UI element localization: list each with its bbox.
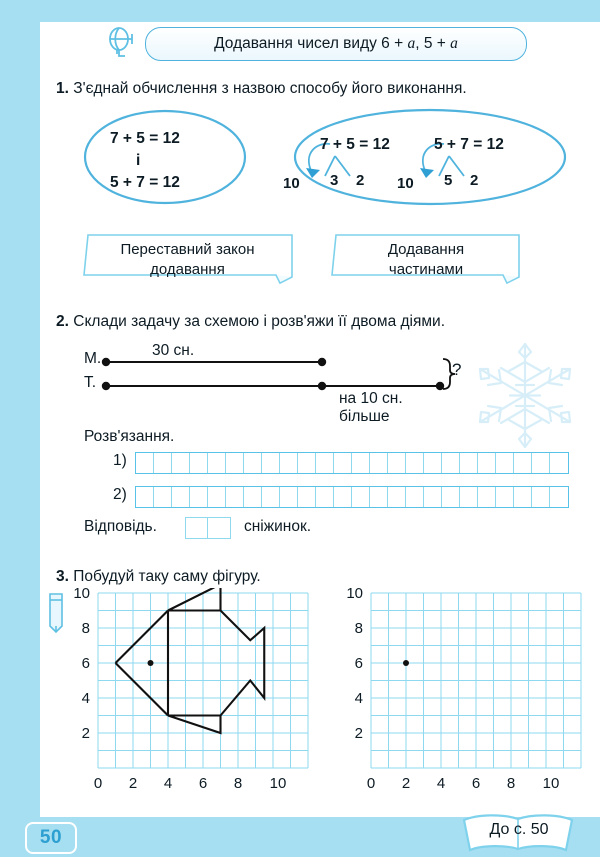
label-banner-1-text (80, 240, 295, 280)
group-2-equation: 5 + 7 = 12 (434, 136, 504, 153)
answer-cell[interactable] (190, 453, 208, 473)
answer-cell[interactable] (478, 453, 496, 473)
grid-left-y-4: 4 (81, 690, 90, 707)
answer-cell[interactable] (334, 453, 352, 473)
exercise-1-number: 1. (56, 80, 69, 97)
page-number: 50 (39, 827, 63, 848)
grid-left-x-10: 10 (269, 775, 287, 792)
answer-cell[interactable] (280, 453, 298, 473)
answer-cell[interactable] (388, 487, 406, 507)
scheme-brace-value: ? (452, 360, 462, 379)
answer-cell[interactable] (532, 487, 550, 507)
answer-cell[interactable] (460, 453, 478, 473)
pen-icon (105, 25, 149, 61)
label-2-line-2: частинами (388, 261, 464, 278)
answer-cell[interactable] (190, 487, 208, 507)
grid-right-y-6: 6 (354, 655, 363, 672)
scheme-diagram (100, 345, 460, 395)
grid-right-y-10: 10 (346, 588, 363, 602)
answer-cell[interactable] (550, 487, 568, 507)
title-part-2: , 5 + (415, 35, 451, 52)
reference-badge-text: До с. 50 (489, 821, 549, 838)
group-1-ten: 10 (283, 175, 300, 192)
answer-cell[interactable] (550, 453, 568, 473)
answer-cell[interactable] (172, 453, 190, 473)
grid-left-x-8: 8 (233, 775, 243, 792)
grid-right-y-4: 4 (354, 690, 363, 707)
answer-cell[interactable] (298, 487, 316, 507)
answer-cell[interactable] (388, 453, 406, 473)
exercise-1-prompt (56, 80, 467, 98)
group-1-part-2: 2 (356, 172, 365, 189)
answer-cell[interactable] (136, 453, 154, 473)
grid-left-y-8: 8 (81, 620, 90, 637)
label-1-line-2: додавання (150, 261, 225, 278)
grid-left-y-2: 2 (81, 725, 90, 742)
answer-cell[interactable] (514, 453, 532, 473)
left-oval-line-3: 5 + 7 = 12 (110, 174, 180, 191)
exercise-2-number: 2. (56, 313, 69, 330)
answer-cell[interactable] (424, 453, 442, 473)
answer-cell[interactable] (186, 518, 208, 538)
group-1-equation: 7 + 5 = 12 (320, 136, 390, 153)
answer-cell[interactable] (316, 487, 334, 507)
answer-cell[interactable] (280, 487, 298, 507)
answer-cell[interactable] (406, 453, 424, 473)
title-var-a1: a (407, 35, 416, 52)
page-title (214, 35, 458, 53)
scheme-note-line-2: більше (339, 408, 390, 425)
grid-left-dot (148, 660, 154, 666)
exercise-3-prompt (56, 568, 261, 586)
grid-left-y-6: 6 (81, 655, 90, 672)
exercise-2-prompt (56, 313, 445, 331)
grid-left[interactable] (62, 588, 322, 808)
exercise-3-number: 3. (56, 568, 69, 585)
step-1-answer-row[interactable] (135, 452, 569, 474)
answer-cell[interactable] (154, 453, 172, 473)
step-2-answer-row[interactable] (135, 486, 569, 508)
answer-cell[interactable] (370, 487, 388, 507)
answer-cell[interactable] (208, 518, 230, 538)
step-1-label: 1) (113, 452, 127, 469)
page-number-badge (25, 822, 77, 854)
answer-cell[interactable] (352, 487, 370, 507)
grid-left-x-2: 2 (128, 775, 138, 792)
page-header (105, 27, 525, 59)
group-2-part-1: 5 (444, 172, 453, 189)
left-oval-line-1: 7 + 5 = 12 (110, 130, 180, 147)
answer-cell[interactable] (514, 487, 532, 507)
grid-right-x-10: 10 (542, 775, 560, 792)
answer-cell[interactable] (352, 453, 370, 473)
grid-right-x-0: 0 (366, 775, 376, 792)
exercise-1-text: З'єднай обчислення з назвою способу його виконання. (73, 80, 467, 97)
label-1-line-1: Переставний закон (120, 241, 255, 258)
group-2-part-2: 2 (470, 172, 479, 189)
answer-unit: сніжинок. (244, 518, 312, 535)
answer-cell[interactable] (424, 487, 442, 507)
grid-right-x-6: 6 (471, 775, 481, 792)
label-banner-2-text (330, 240, 522, 280)
answer-cell[interactable] (478, 487, 496, 507)
answer-cell[interactable] (334, 487, 352, 507)
answer-cell[interactable] (244, 453, 262, 473)
scheme-note-line-1: на 10 сн. (339, 390, 403, 407)
label-2-line-1: Додавання (387, 241, 465, 258)
answer-cell[interactable] (226, 453, 244, 473)
answer-cell[interactable] (208, 487, 226, 507)
answer-cell[interactable] (496, 453, 514, 473)
answer-cell[interactable] (370, 453, 388, 473)
grid-right-dot (403, 660, 409, 666)
answer-box[interactable] (185, 517, 231, 539)
grid-right-y-8: 8 (354, 620, 363, 637)
grid-left-y-10: 10 (73, 588, 90, 602)
answer-label: Відповідь. (84, 518, 157, 535)
answer-cell[interactable] (442, 453, 460, 473)
group-1-part-1: 3 (330, 172, 339, 189)
answer-cell[interactable] (172, 487, 190, 507)
header-pill (145, 27, 527, 61)
solution-label: Розв'язання. (84, 428, 175, 445)
grid-right-x-4: 4 (436, 775, 446, 792)
answer-cell[interactable] (298, 453, 316, 473)
grid-left-x-0: 0 (93, 775, 103, 792)
group-2-ten: 10 (397, 175, 414, 192)
answer-cell[interactable] (208, 453, 226, 473)
title-part-1: Додавання чисел виду 6 + (214, 35, 408, 52)
step-2-label: 2) (113, 486, 127, 503)
left-oval-line-2: і (136, 152, 141, 169)
answer-cell[interactable] (244, 487, 262, 507)
answer-cell[interactable] (136, 487, 154, 507)
grid-right-y-2: 2 (354, 725, 363, 742)
grid-left-x-6: 6 (198, 775, 208, 792)
answer-cell[interactable] (460, 487, 478, 507)
title-var-a2: a (450, 35, 458, 52)
grid-right[interactable] (335, 588, 585, 808)
scheme-row-1-label: М. (84, 350, 102, 367)
scheme-row-2-label: Т. (84, 374, 97, 391)
answer-cell[interactable] (226, 487, 244, 507)
answer-cell[interactable] (532, 453, 550, 473)
grid-right-x-2: 2 (401, 775, 411, 792)
answer-cell[interactable] (262, 453, 280, 473)
reference-badge (460, 812, 578, 854)
exercise-2-text: Склади задачу за схемою і розв'яжи її двома діями. (73, 313, 446, 330)
answer-cell[interactable] (154, 487, 172, 507)
scheme-top-value: 30 сн. (152, 342, 195, 359)
answer-cell[interactable] (316, 453, 334, 473)
answer-cell[interactable] (442, 487, 460, 507)
grid-right-x-8: 8 (506, 775, 516, 792)
answer-cell[interactable] (406, 487, 424, 507)
exercise-3-text: Побудуй таку саму фігуру. (73, 568, 261, 585)
answer-cell[interactable] (262, 487, 280, 507)
answer-cell[interactable] (496, 487, 514, 507)
grid-left-x-4: 4 (163, 775, 173, 792)
exercise-1-diagram (40, 100, 570, 215)
snowflake-icon (470, 338, 580, 453)
